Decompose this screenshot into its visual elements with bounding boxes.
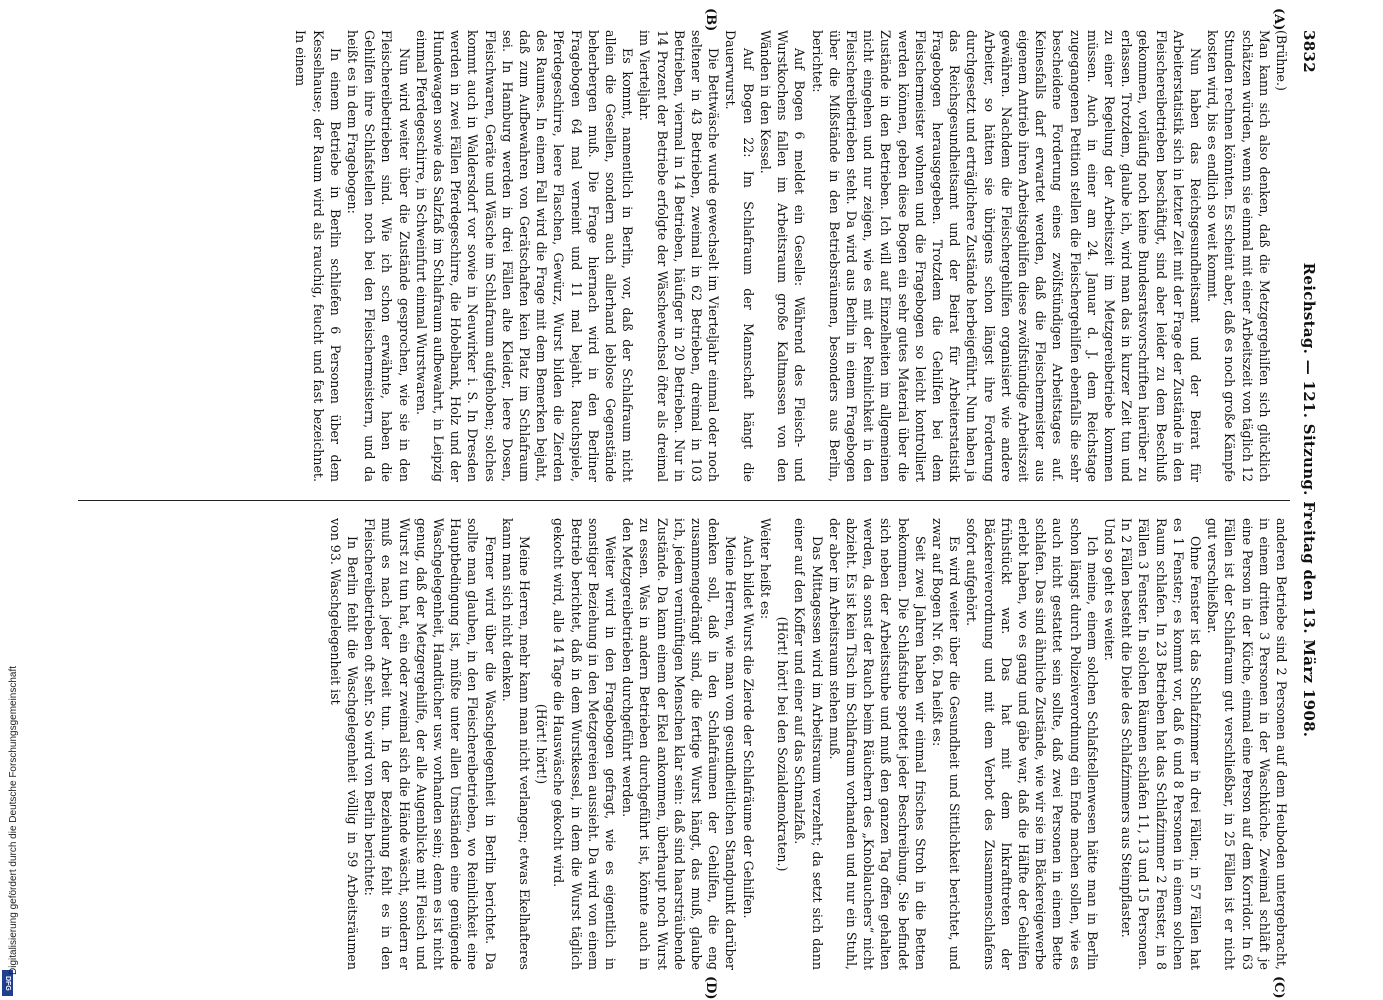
- paragraph: Es kommt, namentlich in Berlin, vor, daß der Schlafraum nicht allein die Gesellen, sondern auch allerhand leblose Gegenstände beherbergen muß. Die Frage hiernach wird in den Berliner Fragebogen 64 mal verneint und 11 mal bejaht. Rauchspiele, Pferdegeschirre, leere Flaschen, Gewürz, Wurst bilden die Zierden des Raumes. In einem Fall wird die Frage mit dem Bemerken bejaht, daß zum Aufbewahren von Gerätschaften kein Platz im Schlafraum sei. In Hamburg werden in drei Fällen alte Kleider, leere Dosen, Fleischwaren, Geräte und Wäsche im Schlafraum aufgehoben; solches kommt auch in Waldersdorf vor sowie in Neuwirker i. S. In Dresden werden in zwei Fällen Pferdegeschirre, die Hobelbank, Holz und der Hundewagen sowie das Salzfaß im Schlafraum aufbewahrt, in Leipzig einmal Pferdegeschirre, in Schweinfurt einmal Wurstwaren.: [413, 30, 636, 482]
- paragraph: Nun haben das Reichsgesundheitsamt und der Beirat für Arbeiterstatistik sich in letzter Zeit mit der Frage der Zustände in den Fleischereibetrieben beschäftigt, sind aber leider zu dem Beschluß gekommen, vorläufig noch keine Bundesratsvorschriften hierüber zu erlassen. Trotzdem, glaube ich, wird man das in kurzer Zeit tun und zu einer Regelung der Arbeitszeit im Metzgereibetriebe kommen müssen. Auch in einer am 24. Januar d. J. dem Reichstage zugegangenen Petition stellen die Fleischergehilfen ebenfalls die sehr bescheidene Forderung eines zwölfstündigen Arbeitstages auf. Keinesfalls darf erwartet werden, daß die Fleischermeister aus eigenem Antrieb ihren Arbeitsgehilfen diese zwölfstündige Arbeitszeit gewähren. Nachdem die Fleischergehilfen organisiert wie andere Arbeiter, so hätten sie übrigens schon längst ihre Forderung durchgesetzt und erträglichere Zustände herbeigeführt. Nun haben ja das Reichsgesundheitsamt und der Beirat für Arbeiterstatistik Fragebogen herausgegeben. Trotzdem die Gehilfen bei dem Fleischermeister wohnen und die Fragebogen so leicht kontrolliert werden können, geben diese Bogen ein sehr gutes Material über die Zustände in den Betrieben. Ich will auf Einzelheiten im allgemeinen nicht eingehen und nur zeigen, wie es mit der Reinlichkeit in den Fleischereibetrieben steht. Da wird aus Berlin in einem Fragebogen über die Mißstände in den Betriebsräumen, besonders aus Berlin, berichtet:: [809, 30, 1203, 482]
- paragraph: Man kann sich also denken, daß die Metzgergehilfen sich glücklich schätzen würden, wenn sie einmal mit einer Arbeitszeit von täglich 12 Stunden rechnen könnten. Es scheint aber, daß es noch große Kämpfe kosten wird, bis es endlich so weit kommt.: [1205, 30, 1272, 482]
- paragraph: Ohne Fenster ist das Schlafzimmer in drei Fällen; in 57 Fällen hat es 1 Fenster; es kommt vor, daß 6 und 8 Personen in einem solchen Raum schlafen. In 23 Betrieben hat das Schlafzimmer 2 Fenster, in 8 Fällen 3 Fenster. In solchen Räumen schlafen 11, 13 und 15 Personen. In 2 Fällen besteht die Diele des Schlafzimmers aus Steinpflaster.: [1119, 518, 1203, 970]
- right-text-column: [78, 518, 1290, 970]
- paragraph: Auf Bogen 6 meldet ein Geselle: Während des Fleisch- und Wurstkochens fallen im Arbeitsraum große Kaltmassen von den Wänden in den Kessel.: [757, 30, 808, 482]
- running-title: Reichstag. — 121. Sitzung. Freitag den 13. März 1908.: [1300, 262, 1318, 738]
- paragraph: Weiter wird in den Fragebogen gefragt, wie es eigentlich in sonstiger Beziehung in den Metzgereien aussieht. Da wird von einem Betrieb berichtet, daß in dem Wurstkessel, in dem die Wurst täglich gekocht wird, alle 14 Tage die Hauswäsche gekocht wird.: [551, 518, 619, 970]
- paragraph: Es wird weiter über die Gesundheit und Sittlichkeit berichtet, und zwar auf Bogen Nr. 66. Da heißt es:: [929, 518, 963, 970]
- paragraph: Ferner wird über die Waschgelegenheit in Berlin berichtet. Da sollte man glauben, in den Fleischereibetrieben, wo Reinlichkeit eine Hauptbedingung ist, müßte unter allen Umständen eine genügende Waschgelegenheit, Handtücher usw. vorhanden sein; denn es ist nicht genug, daß der Metzgergehilfe, der alle Augenblicke mit Fleisch und Wurst zu tun hat, ein oder zweimal sich die Hände wäscht, sondern er muß es nach jeder Arbeit tun. In der Beziehung fehlt es in den Fleischereibetrieben oft sehr. So wird von Berlin berichtet:: [362, 518, 498, 970]
- dfg-logo: DFG: [2, 970, 13, 996]
- page-content: [78, 8, 1318, 1000]
- paragraph: anderen Betriebe sind 2 Personen auf dem Heuboden untergebracht, in einem dritten 3 Personen in der Waschküche. Zweimal schläft je eine Person in der Küche, einmal eine Person auf dem Korridor. In 63 Fällen ist der Schlafraum gut verschließbar, in 25 Fällen ist er nicht gut verschließbar.: [1205, 518, 1289, 970]
- margin-marker-b: (B): [703, 8, 718, 32]
- paragraph: Und so geht es weiter.: [1101, 518, 1117, 661]
- paragraph: Weiter heißt es:: [757, 518, 773, 620]
- page-header: [1294, 30, 1318, 970]
- paragraph: Nun wird weiter über die Zustände gesprochen, wie sie in den Fleischereibetrieben sind. Wie ich schon erwähnte, haben die Gehilfen ihre Schlafstellen noch bei den Fleischermeistern, und da heißt es in dem Fragebogen:: [345, 30, 412, 482]
- left-text-column: [78, 30, 1290, 482]
- paragraph: Das Mittagessen wird im Arbeitsraum verzehrt; da setzt sich dann einer auf den Koffer und einer auf das Schmalzfaß.: [792, 518, 825, 970]
- margin-marker-a: (A): [1271, 8, 1286, 31]
- paragraph: Auf Bogen 22: Im Schlafraum der Mannschaft hängt die Dauerwurst.: [723, 30, 756, 482]
- digitization-credit: Digitalisierung gefördert durch die Deutsche Forschungsgemeinschaft: [8, 665, 19, 975]
- paragraph: In Berlin fehlt die Waschgelegenheit völlig in 59 Arbeitsräumen von 93. Waschgelegenheit ist: [327, 518, 361, 970]
- paragraph: Meine Herren, wie man vom gesundheitlichen Standpunkt darüber denken soll, daß in den Schlafräumen der Gehilfen, die eng zusammengedrängt sind, die fertige Wurst hängt, das muß, glaube ich, jedem vernünftigen Menschen klar sein: daß sind haarsträubende Zustände. Da kann einem der Ekel ankommen, überhaupt noch Wurst zu essen. Was in andern Betrieben durchgeführt ist, könnte auch in den Metzgereibetrieben durchgeführt werden.: [620, 518, 739, 970]
- column-divider: [78, 500, 1290, 501]
- paragraph: Die Bettwäsche wurde gewechselt im Vierteljahr einmal oder noch seltener in 43 Betrieben, zweimal in 62 Betrieben, dreimal in 103 Betrieben, viermal in 14 Betrieben, häufiger in 20 Betrieben. Nur in 14 Prozent der Betriebe erfolgte der Wäschewechsel öfter als dreimal im Vierteljahr.: [637, 30, 722, 482]
- paragraph: (Hört! hört!): [534, 703, 550, 785]
- paragraph: (Hört! hört! bei den Sozialdemokraten.): [775, 616, 791, 872]
- margin-marker-d: (D): [703, 976, 718, 1000]
- paragraph: Meine Herren, mehr kann man nicht verlangen; etwas Ekelhafteres kann man sich nicht denken.: [499, 518, 533, 970]
- paragraph: (Brühne.): [1274, 30, 1289, 91]
- paragraph: Ich meine, einem solchen Schlafstellenwesen hätte man in Berlin schon längst durch Polizeiverordnung ein Ende machen sollen, wie es auch nicht gestattet sein sollte, daß zwei Personen in einem Bette schlafen. Das sind ähnliche Zustände, wie wir sie im Bäckereigewerbe erlebt haben, wo es gang und gäbe war, daß die Hälfte der Gehilfen frühstückt war. Das hat mit dem Inkrafttreten der Bäckereiverordnung und mit dem Verbot des Zusammenschlafens sofort aufgehört.: [964, 518, 1100, 970]
- paragraph: Seit zwei Jahren haben wir einmal frisches Stroh in die Betten bekommen. Die Schlafstube spottet jeder Beschreibung. Sie befindet sich neben der Arbeitsstube und muß den ganzen Tag offen gehalten werden, da sonst der Rauch beim Räuchern des „Knoblauchers“ nicht abzieht. Es ist kein Tisch im Schlafraum vorhanden und nur ein Stuhl, der aber im Arbeitsraum stehen muß.: [826, 518, 928, 970]
- page-number: 3832: [1300, 30, 1318, 73]
- paragraph: In einem Betriebe in Berlin schliefen 6 Personen über dem Kesselhause; der Raum wird als rauchig, feucht und fast bezeichnet. In einem: [293, 30, 343, 482]
- margin-marker-c: (C): [1271, 976, 1286, 999]
- paragraph: Auch bildet Wurst die Zierde der Schlafräume der Gehilfen.: [740, 536, 756, 919]
